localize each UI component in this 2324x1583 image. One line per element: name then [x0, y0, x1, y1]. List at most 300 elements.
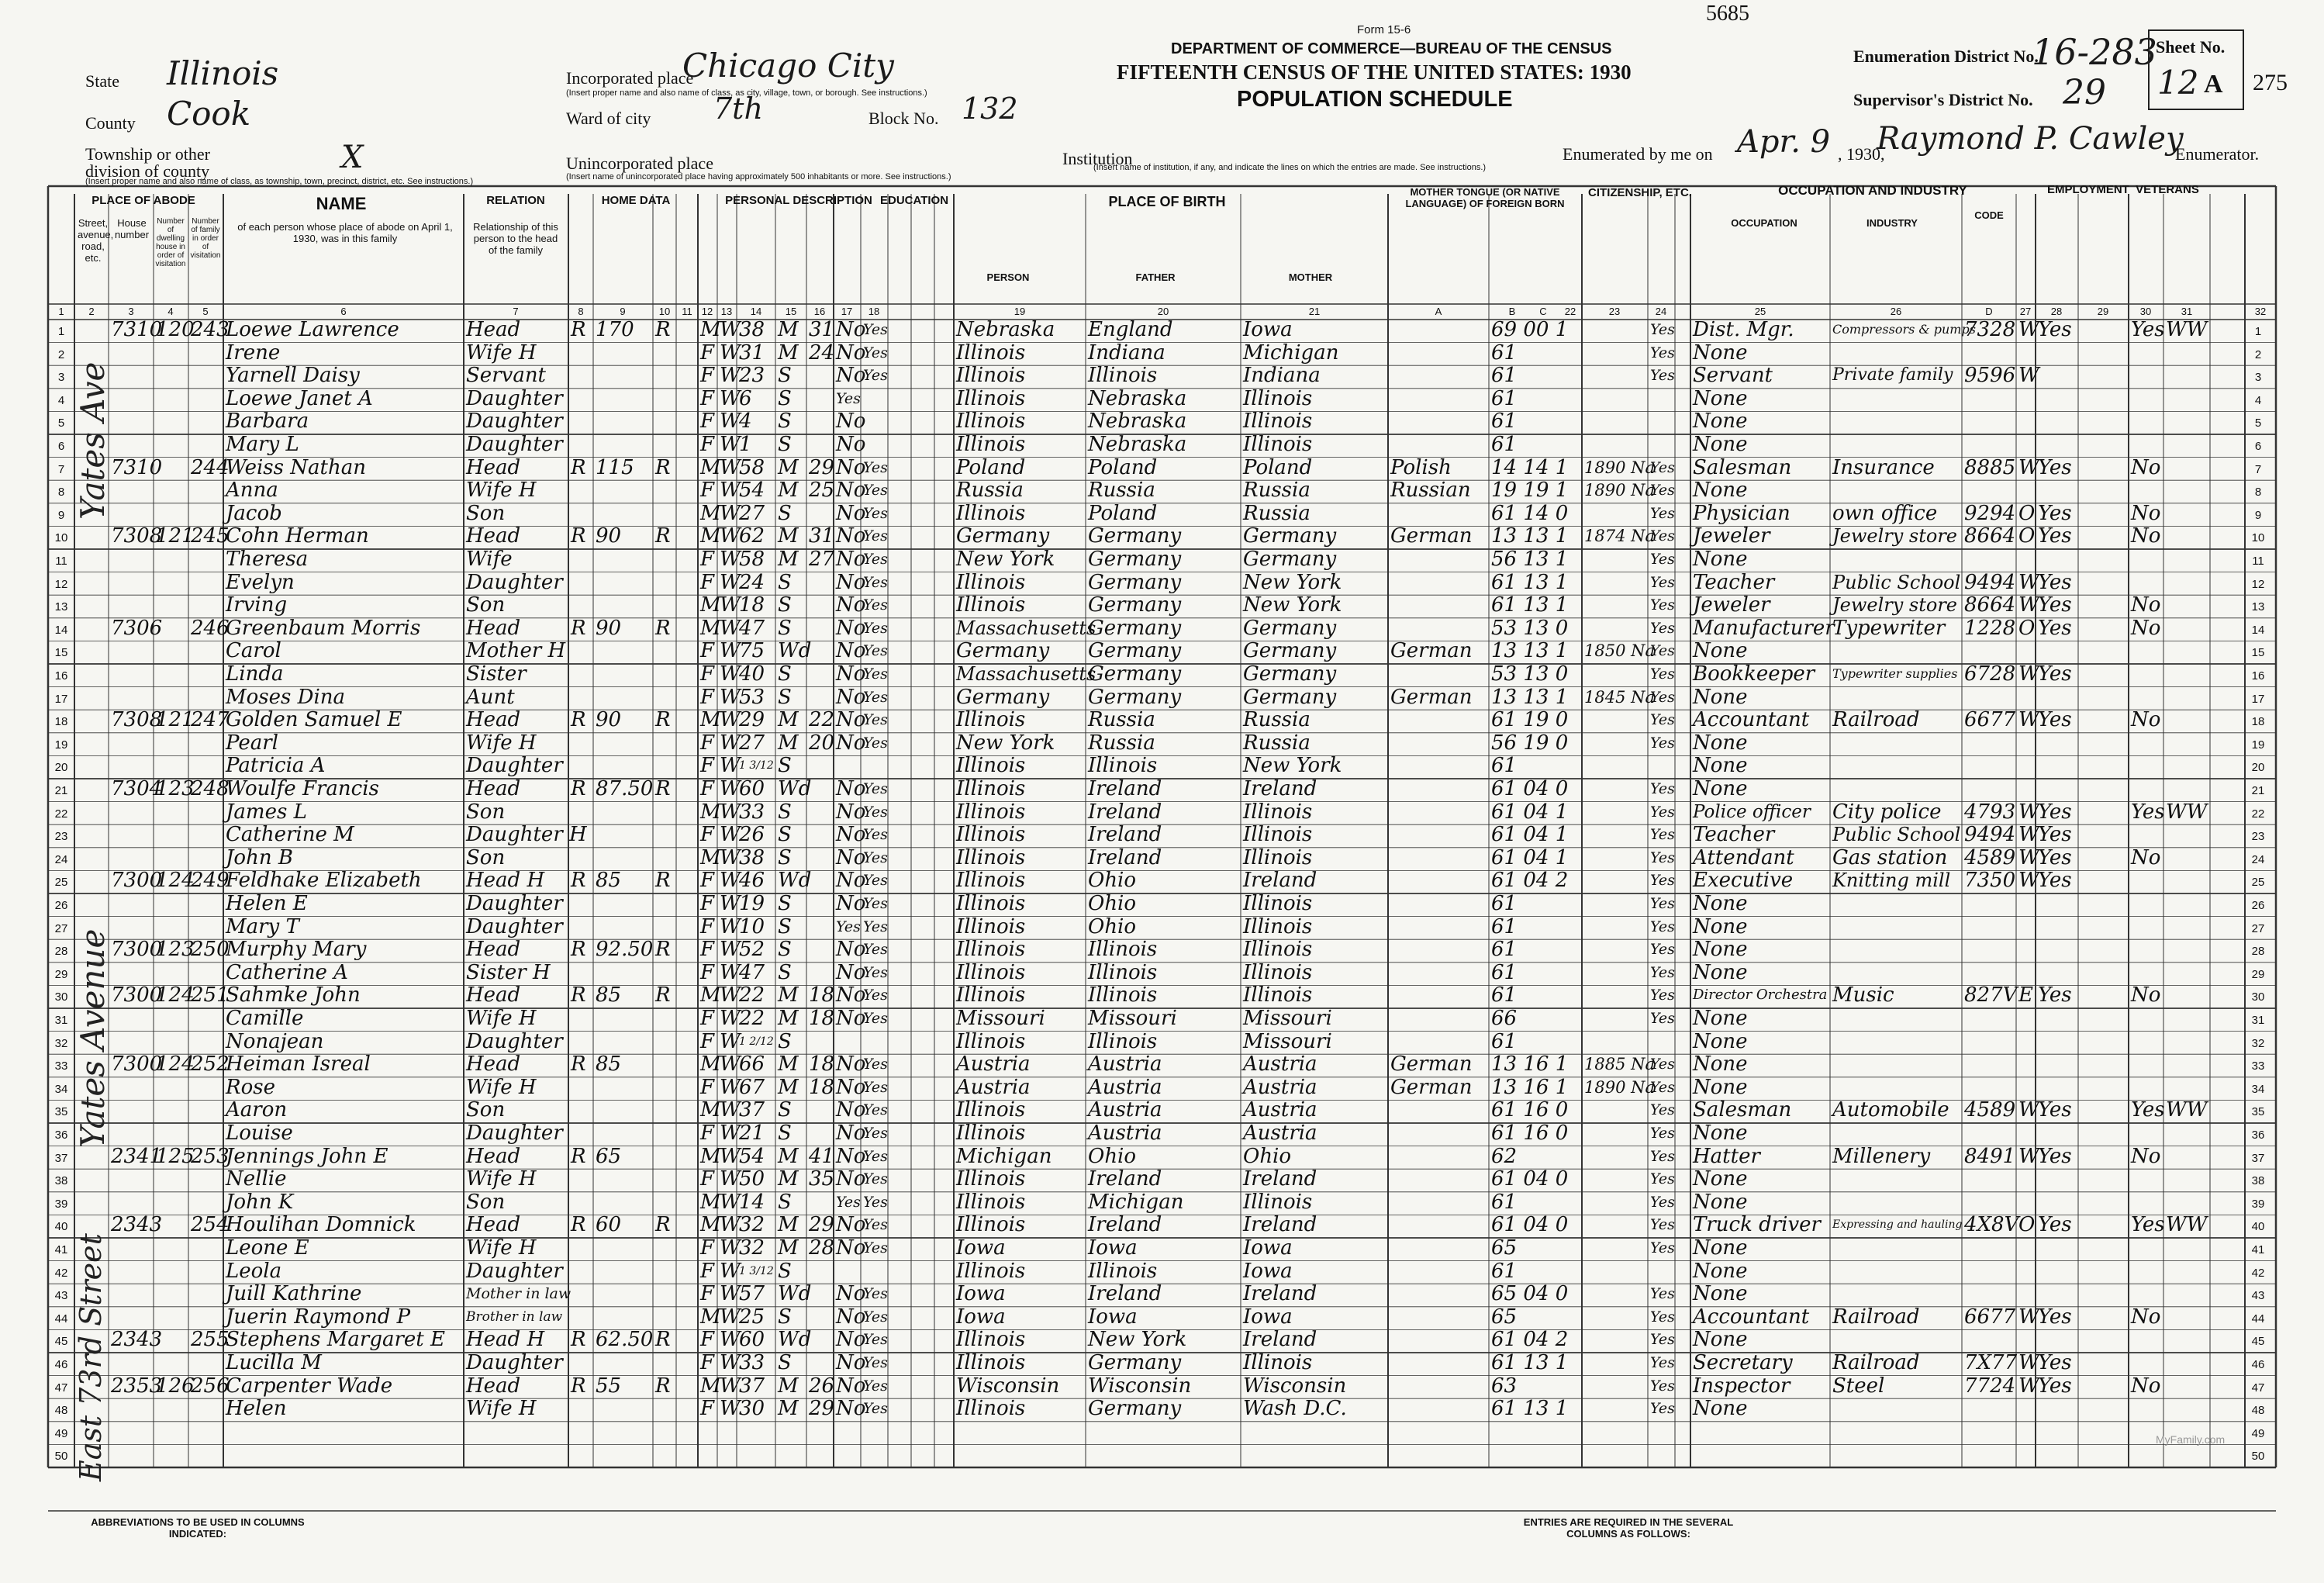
cell-vet: No — [2131, 524, 2161, 548]
cell-code: 61 — [1491, 340, 1518, 365]
cell-eng: Yes — [1650, 826, 1675, 844]
cell-sch: No — [836, 548, 866, 571]
cell-lit: Yes — [863, 803, 888, 821]
cell-name: Leone E — [226, 1236, 309, 1260]
cell-age: 58 — [739, 455, 765, 479]
cell-pob: Illinois — [956, 869, 1026, 893]
cell-fpob: Ohio — [1088, 914, 1137, 938]
cell-name: Irving — [226, 593, 288, 617]
cell-occ: None — [1693, 1029, 1748, 1053]
cell-mar: S — [778, 1122, 792, 1145]
cell-sch: No — [836, 1098, 866, 1122]
cell-occ: None — [1693, 892, 1748, 915]
line-number: 31 — [54, 1014, 68, 1027]
cell-sch: No — [836, 1236, 866, 1260]
cell-mar: M — [778, 1075, 799, 1099]
cell-fpob: Ohio — [1088, 892, 1137, 915]
line-number: 26 — [54, 899, 68, 912]
enumerated-label: Enumerated by me on — [1563, 144, 1713, 164]
col-street: Street, avenue, road, etc. — [78, 217, 114, 264]
cell-sch: No — [836, 892, 866, 915]
cell-eng: Yes — [1650, 573, 1675, 591]
cell-mar: Wd — [778, 1282, 812, 1306]
cell-cls: W — [2018, 869, 2039, 893]
cell-age: 30 — [739, 1397, 765, 1421]
cell-agemar: 27 — [809, 548, 835, 571]
cell-race: W — [720, 616, 741, 640]
line-number: 39 — [2251, 1197, 2265, 1211]
cell-value: 87.50 — [596, 777, 654, 800]
cell-name: Jacob — [226, 501, 282, 525]
cell-pob: Illinois — [956, 1259, 1026, 1283]
cell-fpob: Austria — [1088, 1075, 1162, 1099]
cell-age: 33 — [739, 1351, 765, 1374]
cell-rel: Head H — [466, 869, 545, 893]
cell-age: 60 — [739, 1328, 765, 1352]
cell-sch: No — [836, 1007, 866, 1030]
cell-value: 90 — [596, 708, 622, 732]
cell-age: 38 — [739, 318, 765, 341]
cell-cit: 1890 Na — [1584, 458, 1656, 477]
cell-tongue: German — [1390, 1075, 1473, 1099]
cell-fpob: Austria — [1088, 1098, 1162, 1122]
cell-occ: Accountant — [1693, 708, 1810, 732]
cell-sch: No — [836, 960, 866, 984]
cell-race: W — [720, 433, 741, 456]
cell-age: 21 — [739, 1122, 765, 1145]
cell-lit: Yes — [863, 1056, 888, 1073]
cell-mpob: Austria — [1243, 1052, 1317, 1077]
cell-age: 24 — [739, 570, 765, 594]
cell-agemar: 31 — [809, 524, 835, 548]
cell-value: 115 — [596, 455, 634, 479]
cell-sex: F — [700, 777, 715, 800]
line-number: 32 — [2251, 1036, 2265, 1050]
line-number: 41 — [54, 1243, 68, 1256]
line-number: 47 — [2251, 1381, 2265, 1395]
cell-name: Nellie — [226, 1167, 287, 1191]
cell-name: Houlihan Domnick — [226, 1213, 416, 1237]
cell-value: 92.50 — [596, 938, 654, 962]
incorporated-place-note: (Insert proper name and also name of class, as city, village, town, or borough. See instructions.) — [566, 88, 927, 98]
cell-race: W — [720, 639, 741, 663]
cell-value: 55 — [596, 1374, 622, 1398]
cell-occ: None — [1693, 1236, 1748, 1260]
cell-eng: Yes — [1650, 504, 1675, 522]
cell-race: W — [720, 455, 741, 479]
cell-race: W — [720, 892, 741, 915]
cell-mpob: Russia — [1243, 479, 1310, 503]
cell-name: Pearl — [226, 731, 278, 755]
cell-tenure: R — [571, 869, 586, 893]
cell-vet: No — [2131, 501, 2161, 525]
cell-fpob: Austria — [1088, 1052, 1162, 1077]
cell-lit: Yes — [863, 1308, 888, 1326]
cell-code: 61 04 2 — [1491, 1328, 1569, 1352]
cell-mar: M — [778, 340, 799, 365]
column-number: 17 — [841, 306, 853, 317]
cell-mpob: Russia — [1243, 501, 1310, 525]
cell-work: Yes — [2038, 845, 2072, 869]
line-number: 50 — [2251, 1450, 2265, 1464]
cell-race: W — [720, 1190, 741, 1214]
line-number: 40 — [2251, 1220, 2265, 1234]
cell-occ: Inspector — [1693, 1374, 1790, 1398]
cell-rel: Head — [466, 1213, 521, 1237]
cell-age: 60 — [739, 777, 765, 800]
cell-fpob: Illinois — [1088, 938, 1158, 962]
cell-occ: Dist. Mgr. — [1693, 318, 1794, 341]
line-number: 29 — [2251, 967, 2265, 981]
cell-name: Loewe Janet A — [226, 386, 373, 410]
cell-sch: No — [836, 1282, 866, 1306]
cell-rel: Daughter — [466, 410, 563, 434]
cell-cit: 1845 Na — [1584, 687, 1656, 707]
line-number: 37 — [54, 1151, 68, 1165]
cell-race: W — [720, 823, 741, 847]
cell-race: W — [720, 1098, 741, 1122]
cell-eng: Yes — [1650, 1285, 1675, 1303]
cell-pob: Wisconsin — [956, 1374, 1060, 1398]
cell-sch: Yes — [836, 1193, 861, 1211]
cell-code: 56 13 1 — [1491, 548, 1569, 571]
column-number: 19 — [1014, 306, 1026, 317]
cell-occode: 4589 — [1964, 845, 2016, 869]
enumerator-label: Enumerator. — [2175, 144, 2260, 164]
cell-rel: Brother in law — [466, 1308, 563, 1325]
cell-occode: 4793 — [1964, 800, 2016, 824]
cell-mar: M — [778, 318, 799, 341]
cell-mar: M — [778, 708, 799, 732]
cell-lit: Yes — [863, 918, 888, 935]
cell-vet: No — [2131, 1374, 2161, 1398]
cell-race: W — [720, 1282, 741, 1306]
cell-tenure: R — [571, 938, 586, 962]
cell-name: Carpenter Wade — [226, 1374, 393, 1398]
line-number: 42 — [54, 1266, 68, 1280]
cell-mpob: Austria — [1243, 1075, 1317, 1099]
cell-house: 7300 — [111, 1052, 163, 1077]
cell-eng: Yes — [1650, 1216, 1675, 1234]
cell-pob: Michigan — [956, 1144, 1052, 1168]
cell-age: 26 — [739, 823, 765, 847]
cell-name: Cohn Herman — [226, 524, 369, 548]
cell-ind: Knitting mill — [1832, 869, 1951, 892]
cell-house: 7310 — [111, 318, 163, 341]
cell-lit: Yes — [863, 1285, 888, 1303]
unincorporated-label: Unincorporated place — [566, 154, 713, 173]
cell-agemar: 35 — [809, 1167, 835, 1191]
cell-sex: F — [700, 364, 715, 388]
cell-rel: Wife H — [466, 731, 537, 755]
cell-eng: Yes — [1650, 1010, 1675, 1027]
cell-code: 61 — [1491, 960, 1518, 984]
cell-pob: Poland — [956, 455, 1026, 479]
cell-sch: No — [836, 1052, 866, 1077]
cell-value: 60 — [596, 1213, 622, 1237]
column-number: 13 — [720, 306, 733, 317]
cell-agemar: 18 — [809, 983, 835, 1008]
cell-mpob: Iowa — [1243, 1236, 1293, 1260]
cell-race: W — [720, 662, 741, 686]
cell-race: W — [720, 708, 741, 732]
cell-race: W — [720, 524, 741, 548]
cell-name: Helen — [226, 1397, 287, 1421]
cell-rel: Daughter — [466, 1029, 563, 1053]
cell-mpob: Illinois — [1243, 960, 1313, 984]
ward-label: Ward of city — [566, 109, 651, 128]
cell-mar: Wd — [778, 1328, 812, 1352]
cell-fpob: Indiana — [1088, 340, 1165, 365]
cell-race: W — [720, 501, 741, 525]
cell-value: 170 — [596, 318, 634, 341]
cell-mpob: Ireland — [1243, 869, 1317, 893]
col-birth-mother: MOTHER — [1288, 271, 1333, 283]
cell-age: 75 — [739, 639, 765, 663]
cell-dw: 121 — [156, 524, 195, 548]
cell-fam: 256 — [191, 1374, 230, 1398]
footer-abbreviations-title: ABBREVIATIONS TO BE USED IN COLUMNS INDICATED: — [91, 1516, 305, 1540]
line-number: 4 — [57, 393, 65, 407]
cell-age: 33 — [739, 800, 765, 824]
cell-ind: Jewelry store — [1832, 594, 1957, 617]
cell-code: 61 19 0 — [1491, 708, 1569, 732]
column-number: 11 — [682, 306, 692, 317]
cell-fpob: Nebraska — [1088, 410, 1187, 434]
cell-occode: 4X8V — [1964, 1213, 2019, 1237]
cell-house: 7308 — [111, 524, 163, 548]
cell-work: Yes — [2038, 1374, 2072, 1398]
cell-cls: W — [2018, 845, 2039, 869]
cell-cls: W — [2018, 823, 2039, 847]
cell-ind: Railroad — [1832, 708, 1920, 732]
column-number: 28 — [2050, 306, 2063, 317]
col-dwelling: Number of dwelling house in order of visitation — [155, 217, 186, 268]
cell-name: Moses Dina — [226, 685, 346, 709]
cell-mar: M — [778, 1397, 799, 1421]
cell-rel: Head — [466, 1374, 521, 1398]
cell-mar: M — [778, 524, 799, 548]
cell-name: Sahmke John — [226, 983, 361, 1008]
cell-mar: S — [778, 570, 792, 594]
cell-sex: F — [700, 1029, 715, 1053]
cell-fpob: Iowa — [1088, 1305, 1138, 1329]
cell-mpob: Illinois — [1243, 800, 1313, 824]
cell-lit: Yes — [863, 527, 888, 545]
cell-mpob: Germany — [1243, 548, 1337, 571]
line-number: 27 — [54, 921, 68, 935]
cell-name: Louise — [226, 1122, 293, 1145]
cell-sch: No — [836, 1351, 866, 1374]
cell-rel: Servant — [466, 364, 547, 388]
cell-name: Golden Samuel E — [226, 708, 402, 732]
cell-code: 63 — [1491, 1374, 1518, 1398]
cell-cls: W — [2018, 1144, 2039, 1168]
cell-dw: 125 — [156, 1144, 195, 1168]
cell-lit: Yes — [863, 573, 888, 591]
cell-ind: Typewriter supplies — [1832, 666, 1958, 681]
cell-radio: R — [655, 1328, 671, 1352]
supervisor-district-value: 29 — [2063, 73, 2106, 112]
cell-code: 61 04 1 — [1491, 845, 1569, 869]
cell-fam: 255 — [191, 1328, 230, 1352]
cell-name: Weiss Nathan — [226, 455, 366, 479]
cell-lit: Yes — [863, 504, 888, 522]
cell-pob: Nebraska — [956, 318, 1055, 341]
cell-name: Rose — [226, 1075, 275, 1099]
cell-fpob: Poland — [1088, 501, 1158, 525]
cell-age: 37 — [739, 1098, 765, 1122]
cell-name: Linda — [226, 662, 284, 686]
cell-mpob: Ireland — [1243, 1213, 1317, 1237]
cell-code: 53 13 0 — [1491, 616, 1569, 640]
cell-occode: 7724 — [1964, 1374, 2016, 1398]
cell-occ: Hatter — [1693, 1144, 1760, 1168]
cell-sex: M — [700, 1052, 721, 1077]
cell-mar: S — [778, 892, 792, 915]
cell-mar: M — [778, 548, 799, 571]
cell-age: 47 — [739, 960, 765, 984]
cell-rel: Wife H — [466, 1075, 537, 1099]
column-number: 24 — [1655, 306, 1667, 317]
cell-occ: None — [1693, 777, 1748, 800]
cell-eng: Yes — [1650, 1308, 1675, 1326]
cell-agemar: 29 — [809, 1213, 835, 1237]
cell-vet: No — [2131, 1305, 2161, 1329]
cell-occ: None — [1693, 685, 1748, 709]
cell-ind: Jewelry store — [1832, 525, 1957, 548]
cell-rel: Head — [466, 777, 521, 800]
cell-fam: 252 — [191, 1052, 230, 1077]
cell-fpob: Ireland — [1088, 800, 1162, 824]
cell-mar: S — [778, 1259, 792, 1283]
cell-agemar: 24 — [809, 340, 835, 365]
cell-age: 6 — [739, 386, 752, 410]
cell-age: 66 — [739, 1052, 765, 1077]
cell-sch: No — [836, 983, 866, 1008]
col-birth-person: PERSON — [986, 271, 1030, 283]
cell-fpob: Ireland — [1088, 777, 1162, 800]
cell-fpob: Ohio — [1088, 1144, 1137, 1168]
line-number: 31 — [2251, 1014, 2265, 1027]
cell-occ: Jeweler — [1693, 593, 1770, 617]
cell-pob: Missouri — [956, 1007, 1045, 1030]
cell-occode: 827V — [1964, 983, 2018, 1008]
cell-race: W — [720, 479, 741, 503]
cell-agemar: 22 — [809, 708, 835, 732]
cell-house: 7300 — [111, 869, 163, 893]
cell-occ: None — [1693, 1167, 1748, 1191]
line-number: 34 — [2251, 1082, 2265, 1096]
line-number: 1 — [57, 325, 65, 338]
cell-sex: M — [700, 1213, 721, 1237]
cell-occ: None — [1693, 1052, 1748, 1077]
cell-occ: Police officer — [1693, 801, 1811, 822]
state-label: State — [85, 71, 119, 91]
cell-agemar: 31 — [809, 318, 835, 341]
ward-value: 7th — [713, 92, 763, 126]
cell-mar: S — [778, 1190, 792, 1214]
cell-occ: Servant — [1693, 364, 1773, 388]
cell-sex: M — [700, 593, 721, 617]
group-citizenship: CITIZENSHIP, ETC. — [1588, 186, 1692, 199]
cell-sch: No — [836, 433, 866, 456]
line-number: 29 — [54, 967, 68, 981]
line-number: 40 — [54, 1220, 68, 1234]
cell-mar: M — [778, 455, 799, 479]
cell-code: 61 14 0 — [1491, 501, 1569, 525]
cell-name: John K — [226, 1190, 294, 1214]
line-number: 16 — [54, 669, 68, 683]
cell-vet: Yes — [2131, 800, 2165, 824]
cell-age: 1 3/12 — [739, 1264, 774, 1277]
column-number: 4 — [167, 306, 174, 317]
cell-rel: Head H — [466, 1328, 545, 1352]
cell-eng: Yes — [1650, 1193, 1675, 1211]
cell-mar: M — [778, 731, 799, 755]
cell-race: W — [720, 800, 741, 824]
cell-occode: 9494 — [1964, 570, 2016, 594]
line-number: 12 — [54, 577, 68, 591]
cell-fpob: Russia — [1088, 708, 1155, 732]
cell-mpob: Germany — [1243, 662, 1337, 686]
line-number: 6 — [2254, 440, 2262, 453]
column-number: 25 — [1754, 306, 1766, 317]
cell-pob: Illinois — [956, 386, 1026, 410]
cell-sch: No — [836, 364, 866, 388]
cell-lit: Yes — [863, 1216, 888, 1234]
cell-fpob: Germany — [1088, 685, 1182, 709]
cell-sex: F — [700, 823, 715, 847]
cell-fpob: Ireland — [1088, 1213, 1162, 1237]
cell-radio: R — [655, 1374, 671, 1398]
line-number: 15 — [54, 646, 68, 660]
line-number: 36 — [2251, 1128, 2265, 1142]
cell-lit: Yes — [863, 1377, 888, 1395]
cell-race: W — [720, 1259, 741, 1283]
cell-radio: R — [655, 938, 671, 962]
cell-mpob: Michigan — [1243, 340, 1339, 365]
col-name-desc: of each person whose place of abode on April 1, 1930, was in this family — [237, 221, 453, 244]
cell-house: 2343 — [111, 1328, 163, 1352]
cell-work: Yes — [2038, 501, 2072, 525]
cell-sch: No — [836, 616, 866, 640]
cell-race: W — [720, 548, 741, 571]
cell-sch: No — [836, 1144, 866, 1168]
form-number: Form 15-6 — [1357, 23, 1411, 36]
cell-vet: No — [2131, 616, 2161, 640]
cell-cls: W — [2018, 708, 2039, 732]
line-number: 19 — [54, 738, 68, 752]
cell-code: 61 16 0 — [1491, 1122, 1569, 1145]
cell-sch: No — [836, 1122, 866, 1145]
cell-pob: Illinois — [956, 593, 1026, 617]
cell-house: 7310 — [111, 455, 163, 479]
cell-fpob: Iowa — [1088, 1236, 1138, 1260]
column-number: 1 — [58, 306, 64, 317]
cell-sex: M — [700, 845, 721, 869]
cell-eng: Yes — [1650, 551, 1675, 568]
cell-name: John B — [226, 845, 293, 869]
department: DEPARTMENT OF COMMERCE—BUREAU OF THE CENSUS — [1171, 40, 1612, 57]
cell-race: W — [720, 914, 741, 938]
cell-lit: Yes — [863, 734, 888, 752]
cell-sex: F — [700, 869, 715, 893]
line-number: 9 — [2254, 508, 2262, 522]
cell-pob: Massachusetts — [956, 663, 1096, 685]
cell-age: 32 — [739, 1213, 765, 1237]
line-number: 3 — [2254, 371, 2262, 385]
